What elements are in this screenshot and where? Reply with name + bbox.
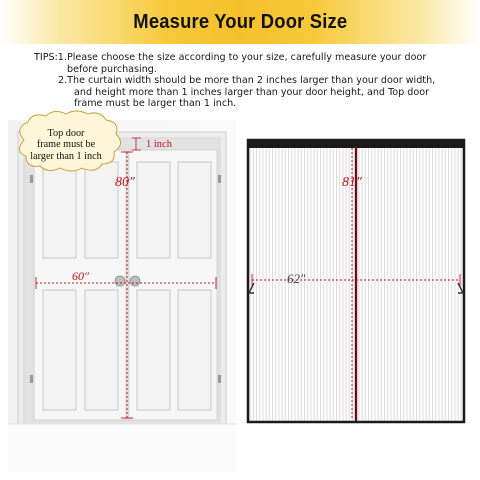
left-door-leaf (34, 150, 126, 420)
tip-2-line-2: and height more than 1 inches larger than your door height, and Top door (74, 86, 430, 98)
door-knob-right (130, 276, 140, 286)
tips-text (34, 52, 470, 110)
tip-2-line-1: 2.The curtain width should be more than 2 inches larger than your door width, (58, 75, 436, 87)
frame-gap-label: 1 inch (146, 139, 172, 150)
title-banner (0, 0, 480, 44)
tip-1-line-1: TIPS:1.Please choose the size according to your size, carefully measure your door (34, 52, 427, 63)
tip-1-line-2: before purchasing. (67, 63, 157, 75)
callout-text (14, 128, 118, 162)
door-width-label: 60″ (72, 269, 89, 283)
door-height-label: 80″ (115, 175, 135, 190)
callout-line-2: frame must be (36, 139, 96, 151)
right-door-leaf (129, 150, 217, 420)
curtain-width-label: 62″ (287, 271, 306, 286)
callout-line-1: Top door (47, 128, 85, 139)
page-title: Measure Your Door Size (132, 10, 348, 33)
tip-2-line-3: frame must be larger than 1 inch. (74, 98, 237, 110)
callout-line-3: larger than 1 inch (30, 150, 102, 162)
curtain-height-label: 81″ (342, 175, 362, 190)
door-knob-left (115, 276, 125, 286)
